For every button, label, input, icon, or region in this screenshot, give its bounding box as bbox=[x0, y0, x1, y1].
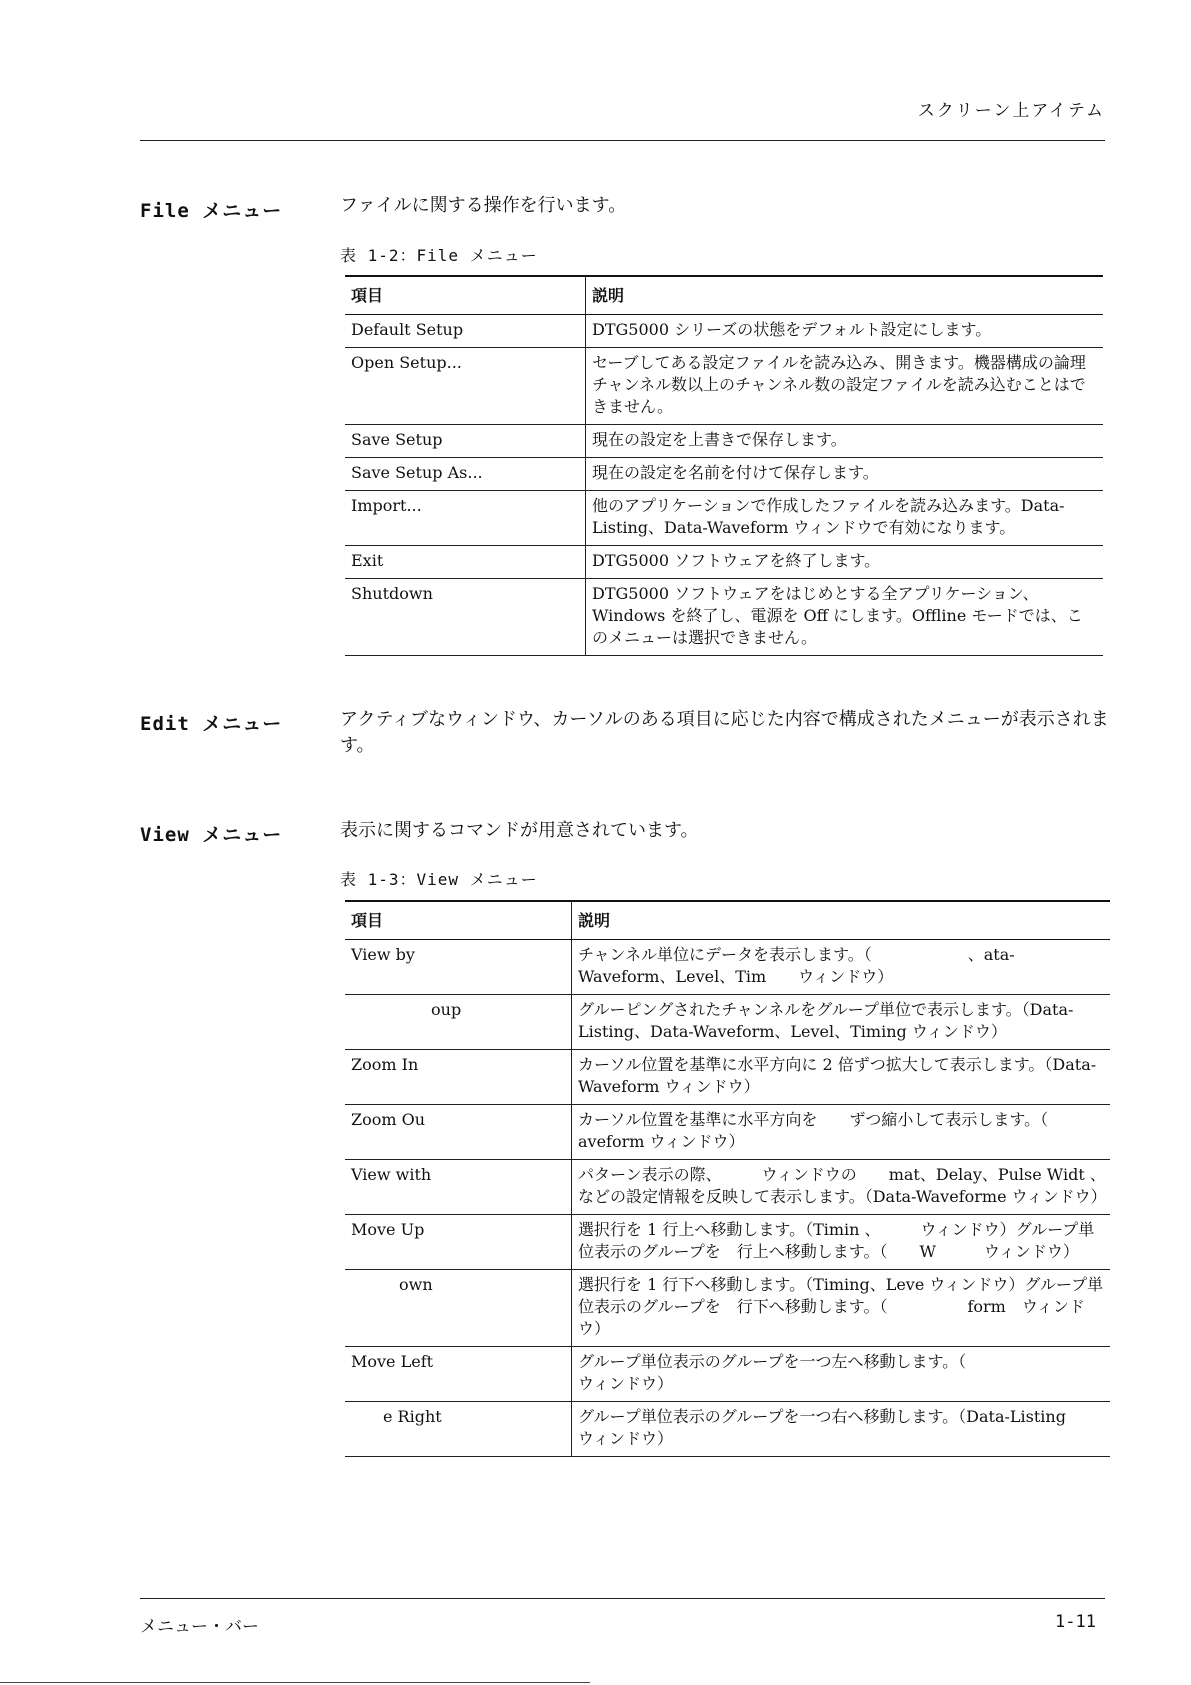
description-cell: グループ単位表示のグループを一つ右へ移動します。（Data-Listing ウィンドウ） bbox=[572, 1402, 1111, 1457]
table-row bbox=[345, 940, 1110, 995]
table-row bbox=[345, 1402, 1110, 1457]
footer-rule bbox=[140, 1598, 1105, 1599]
item-cell: Exit bbox=[345, 546, 586, 579]
table-row bbox=[345, 995, 1110, 1050]
table-row bbox=[345, 425, 1103, 458]
item-cell: Import... bbox=[345, 491, 586, 546]
footer-section-name: メニュー・バー bbox=[140, 1617, 259, 1637]
description-cell: 選択行を 1 行下へ移動します。（Timing、Leve ウィンドウ）グループ単位表示のグループを 行下へ移動します。（ form ウィンドウ） bbox=[572, 1270, 1111, 1347]
view-menu-description: 表示に関するコマンドが用意されています。 bbox=[340, 820, 699, 841]
table-header-row bbox=[345, 276, 1103, 315]
table-row bbox=[345, 491, 1103, 546]
table-row bbox=[345, 1270, 1110, 1347]
description-cell: セーブしてある設定ファイルを読み込み、開きます。機器構成の論理チャンネル数以上のチャンネル数の設定ファイルを読み込むことはできません。 bbox=[586, 348, 1104, 425]
item-cell: e Right bbox=[345, 1402, 572, 1457]
edit-menu-title: Edit メニュー bbox=[140, 713, 283, 735]
item-cell: Default Setup bbox=[345, 315, 586, 348]
page-edge-rule bbox=[0, 1682, 590, 1683]
page-number: 1-11 bbox=[1055, 1612, 1096, 1632]
item-cell: own bbox=[345, 1270, 572, 1347]
table-row bbox=[345, 458, 1103, 491]
description-cell: カーソル位置を基準に水平方向を ずつ縮小して表示します。（ aveform ウィンドウ） bbox=[572, 1105, 1111, 1160]
file-menu-table bbox=[345, 275, 1103, 656]
item-cell: View with bbox=[345, 1160, 572, 1215]
table-row bbox=[345, 1050, 1110, 1105]
description-cell: グルーピングされたチャンネルをグループ単位で表示します。（Data-Listing、Data-Waveform、Level、Timing ウィンドウ） bbox=[572, 995, 1111, 1050]
description-cell: DTG5000 ソフトウェアをはじめとする全アプリケーション、Windows を終了し、電源を Off にします。Offline モードでは、このメニューは選択できません。 bbox=[586, 579, 1104, 656]
item-cell: Move Up bbox=[345, 1215, 572, 1270]
view-menu-table bbox=[345, 900, 1146, 1457]
table-header-row bbox=[345, 901, 1110, 940]
table-row bbox=[345, 546, 1103, 579]
column-header-item: 項目 bbox=[345, 276, 586, 315]
description-cell: 現在の設定を上書きで保存します。 bbox=[586, 425, 1104, 458]
description-cell: 選択行を 1 行上へ移動します。（Timin 、 ウィンドウ）グループ単位表示のグループを 行上へ移動します。（ W ウィンドウ） bbox=[572, 1215, 1111, 1270]
table-row bbox=[345, 1347, 1110, 1402]
header-rule bbox=[140, 140, 1105, 141]
description-cell: 他のアプリケーションで作成したファイルを読み込みます。Data-Listing、Data-Waveform ウィンドウで有効になります。 bbox=[586, 491, 1104, 546]
item-cell: Save Setup As... bbox=[345, 458, 586, 491]
column-header-description: 説明 bbox=[572, 901, 1111, 940]
description-cell: DTG5000 ソフトウェアを終了します。 bbox=[586, 546, 1104, 579]
item-cell: View by bbox=[345, 940, 572, 995]
table-row bbox=[345, 348, 1103, 425]
item-cell: Move Left bbox=[345, 1347, 572, 1402]
table-row bbox=[345, 315, 1103, 348]
item-cell: oup bbox=[345, 995, 572, 1050]
description-cell: パターン表示の際、 ウィンドウの mat、Delay、Pulse Widt 、 などの設定情報を反映して表示します。（Data-Waveforme ウィンドウ） bbox=[572, 1160, 1111, 1215]
description-cell: カーソル位置を基準に水平方向に 2 倍ずつ拡大して表示します。（Data-Waveform ウィンドウ） bbox=[572, 1050, 1111, 1105]
view-menu-title: View メニュー bbox=[140, 824, 283, 846]
description-cell: DTG5000 シリーズの状態をデフォルト設定にします。 bbox=[586, 315, 1104, 348]
running-header: スクリーン上アイテム bbox=[917, 101, 1105, 121]
item-cell: Shutdown bbox=[345, 579, 586, 656]
file-menu-description: ファイルに関する操作を行います。 bbox=[340, 195, 627, 216]
item-cell: Zoom In bbox=[345, 1050, 572, 1105]
table-row bbox=[345, 579, 1103, 656]
description-cell: グループ単位表示のグループを一つ左へ移動します。（ ウィンドウ） bbox=[572, 1347, 1111, 1402]
item-cell: Zoom Ou bbox=[345, 1105, 572, 1160]
column-header-item: 項目 bbox=[345, 901, 572, 940]
column-header-description: 説明 bbox=[586, 276, 1104, 315]
edit-menu-description: アクティブなウィンドウ、カーソルのある項目に応じた内容で構成されたメニューが表示されます。 bbox=[340, 709, 1109, 756]
item-cell: Save Setup bbox=[345, 425, 586, 458]
item-cell: Open Setup... bbox=[345, 348, 586, 425]
table-row bbox=[345, 1215, 1110, 1270]
file-menu-table-caption: 表 1-2：File メニュー bbox=[340, 246, 538, 265]
view-menu-table-caption: 表 1-3：View メニュー bbox=[340, 870, 538, 889]
file-menu-title: File メニュー bbox=[140, 200, 283, 222]
table-row bbox=[345, 1160, 1110, 1215]
table-row bbox=[345, 1105, 1110, 1160]
description-cell: 現在の設定を名前を付けて保存します。 bbox=[586, 458, 1104, 491]
description-cell: チャンネル単位にデータを表示します。（ 、ata-Waveform、Level、Tim ウィンドウ） bbox=[572, 940, 1111, 995]
